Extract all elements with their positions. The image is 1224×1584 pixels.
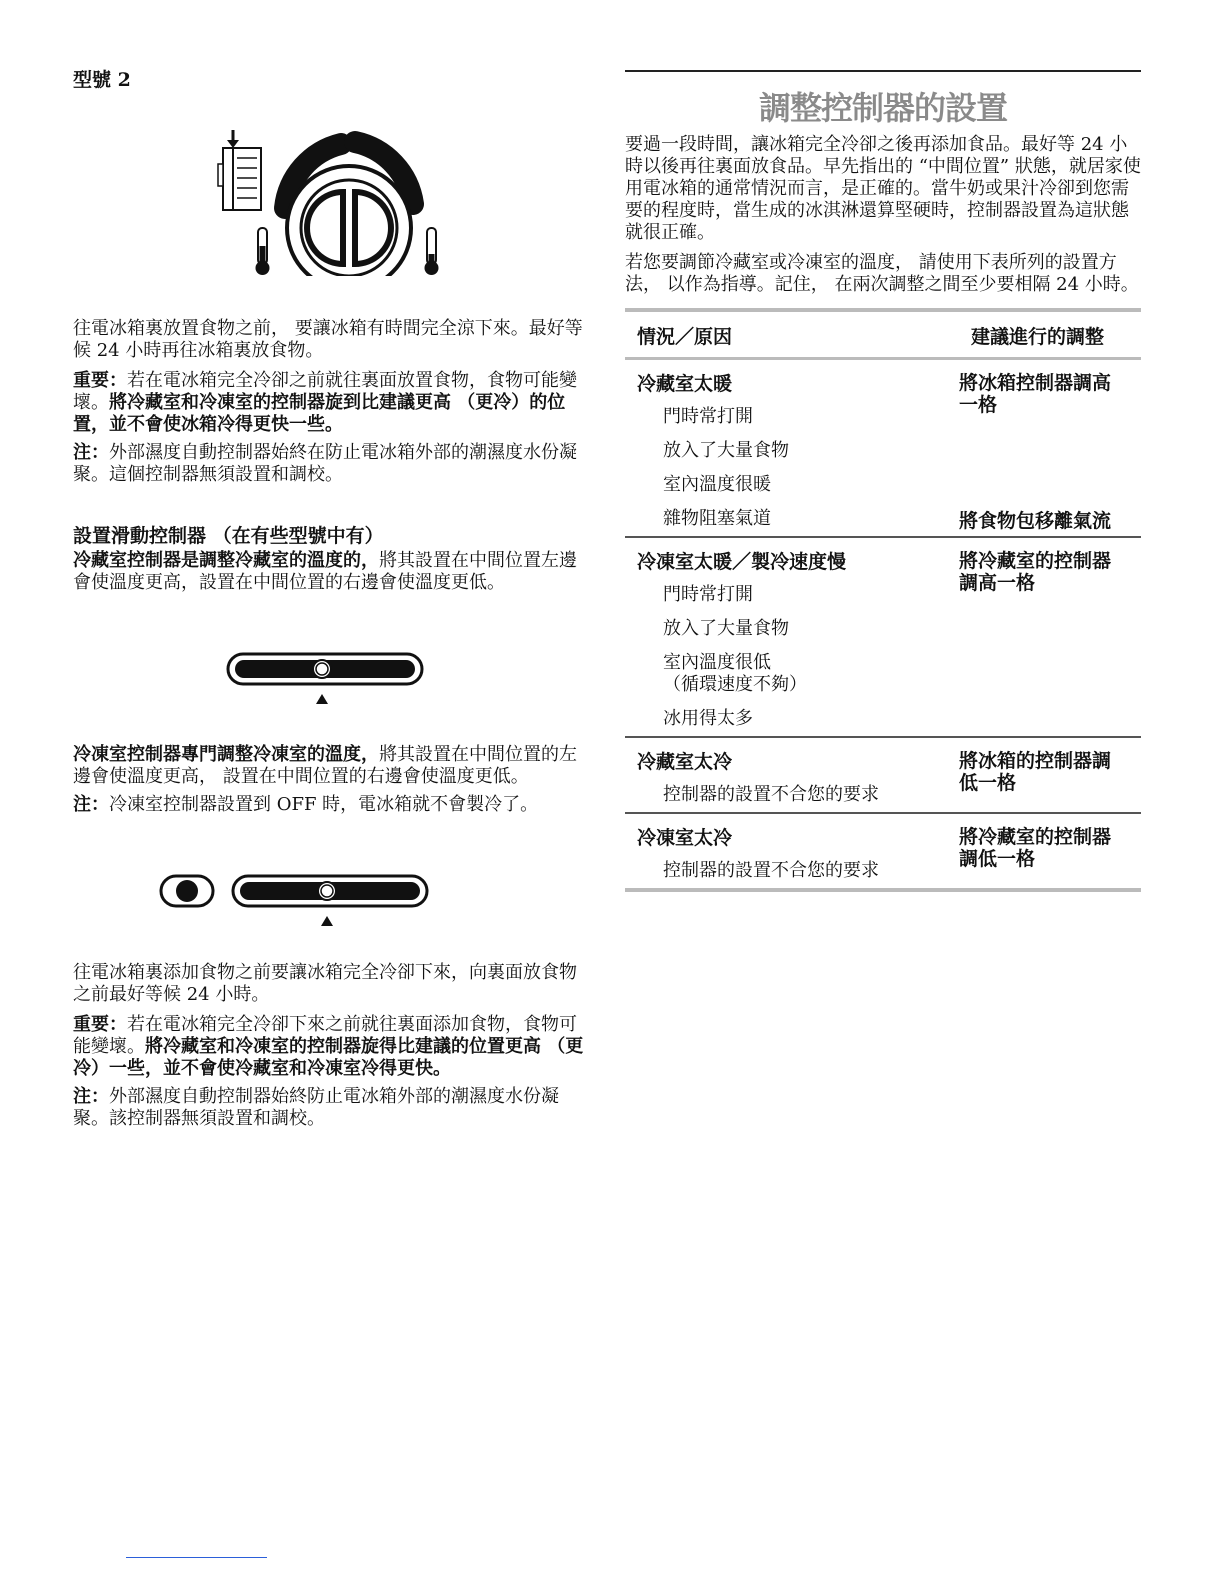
footer-line [126,1557,267,1558]
dial-illustration [73,96,591,276]
note-text: 外部濕度自動控制器始終在防止電冰箱外部的潮濕度水份凝聚。這個控制器無須設置和調校。 [73,442,577,485]
column-header-condition: 情況／原因 [625,310,959,359]
fridge-control-text: 將其設置在中間位置左邊會使溫度更高，設置在中間位置的右邊會使溫度更低。 [73,550,577,593]
note-text: 外部濕度自動控制器始終防止電冰箱外部的潮濕度水份凝聚。該控制器無須設置和調校。 [73,1086,559,1129]
section-title: 調整控制器的設置 [758,89,1007,127]
extra-adjustment-cell: 將食物包移離氣流 [959,502,1141,537]
important-label: 重要： [73,1014,127,1035]
fridge-control-paragraph [73,550,591,594]
note-1 [73,442,591,486]
adjustment-cell: 將冰箱控制器調高一格 [959,372,1112,416]
fridge-control-bold: 冷藏室控制器是調整冷藏室的溫度的， [73,550,379,571]
intro-paragraph-2: 若您要調節冷藏室或冷凍室的溫度， 請使用下表所列的設置方法， 以作為指導。記住， 在兩次調整之間至少要相隔 24 小時。 [625,252,1139,295]
important-label: 重要： [73,370,127,391]
table-row [625,737,1141,778]
condition-cell: 冷凍室太冷 [637,827,733,849]
thermometer-icon [256,228,270,275]
table-row [625,502,1141,537]
adjustment-table [625,308,1141,892]
cause-item: 室內溫度很暖 [663,474,771,495]
column-header-adjustment: 建議進行的調整 [959,310,1141,359]
paragraph-wait-2: 往電冰箱裏添加食物之前要讓冰箱完全冷卻下來，向裏面放食物之前最好等候 24 小時。 [73,962,577,1005]
freezer-slider-illustration [73,816,591,936]
slide-control-icon [73,594,591,714]
triangle-indicator-icon [321,916,333,926]
cause-item: 控制器的設置不合您的要求 [625,778,959,813]
table-row [625,813,1141,854]
adjustment-cell: 將冰箱的控制器調低一格 [959,737,1141,813]
paragraph-wait: 往電冰箱裏放置食物之前， 要讓冰箱有時間完全涼下來。最好等候 24 小時再往冰箱裏放食物。 [73,318,583,361]
top-rule [625,70,1141,72]
cause-item: 冰用得太多 [625,702,959,737]
slide-control-heading: 設置滑動控制器 （在有些型號中有） [73,525,384,547]
cause-item: 放入了大量食物 [663,618,789,639]
adjustment-cell: 將冷藏室的控制器調高一格 [959,537,1141,737]
intro-paragraph-1: 要過一段時間，讓冰箱完全冷卻之後再添加食品。最好等 24 小時以後再往裏面放食品。早先指出的 “中間位置” 狀態，就居家使用電冰箱的通常情況而言，是正確的。當牛奶或果汁冷卻到您需要的程度時，當生成的冰淇淋還算堅硬時，控制器設置為這狀態就很正確。 [625,134,1141,243]
adjustment-cell: 將冷藏室的控制器調低一格 [959,813,1141,890]
note-label: 注： [73,794,109,815]
dial-control-icon [73,96,591,276]
cause-item: 門時常打開 [663,584,753,605]
important-bold-text: 將冷藏室和冷凍室的控制器旋得比建議的位置更高 （更冷）一些，並不會使冷藏室和冷凍室冷得更快。 [73,1036,584,1079]
cause-item: 控制器的設置不合您的要求 [625,854,959,890]
note-text: 冷凍室控制器設置到 OFF 時，電冰箱就不會製冷了。 [109,794,539,815]
freezer-control-paragraph [73,744,591,788]
left-column [73,68,591,1130]
cause-item: 門時常打開 [663,406,753,427]
triangle-indicator-icon [316,694,328,704]
condition-cell: 冷凍室太暖／製冷速度慢 [637,551,847,573]
thermometer-icon [425,228,439,275]
condition-cell: 冷藏室太冷 [637,751,733,773]
freezer-control-text: 將其設置在中間位置的左邊會使溫度更高， 設置在中間位置的右邊會使溫度更低。 [73,744,577,787]
note-2 [73,794,591,816]
cause-item: 室內溫度很低 （循環速度不夠） [663,652,807,695]
slide-control-icon [73,816,591,936]
table-header-row [625,310,1141,359]
important-note-2 [73,1014,591,1080]
cause-item: 雜物阻塞氣道 [625,502,959,537]
important-note-1 [73,370,591,436]
note-label: 注： [73,442,109,463]
table-row [625,537,1141,578]
freezer-control-bold: 冷凍室控制器專門調整冷凍室的溫度， [73,744,379,765]
table-row [625,359,1141,401]
right-column [625,70,1141,892]
model-heading: 型號 2 [73,69,131,91]
important-text: 若在電冰箱完全冷卻下來之前就往裏面添加食物，食物可能變壞。 [73,1014,577,1057]
note-3 [73,1086,591,1130]
note-label: 注： [73,1086,109,1107]
refrigerator-icon [218,130,261,210]
fridge-slider-illustration [73,594,591,714]
important-text: 若在電冰箱完全冷卻之前就往裏面放置食物，食物可能變壞。 [73,370,577,413]
condition-cell: 冷藏室太暖 [637,373,733,395]
cause-item: 放入了大量食物 [663,440,789,461]
important-bold-text: 將冷藏室和冷凍室的控制器旋到比建議更高 （更冷）的位置，並不會使冰箱冷得更快一些。 [73,392,566,435]
